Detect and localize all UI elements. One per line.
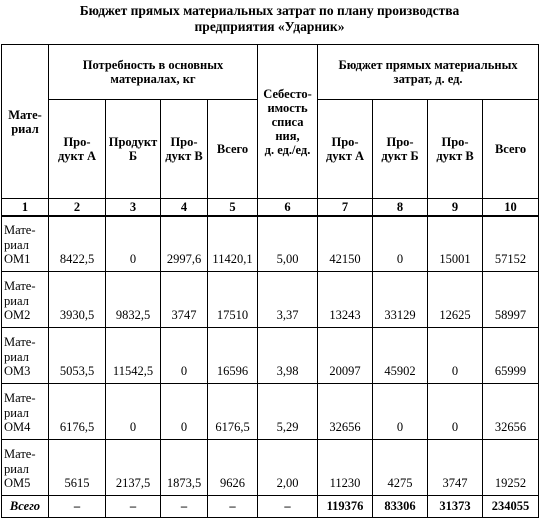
total-cell: – [208, 495, 258, 517]
table-cell: 58997 [483, 271, 539, 327]
col-number: 8 [373, 199, 428, 216]
total-cell: – [161, 495, 208, 517]
header-material: Мате- риал [2, 45, 49, 199]
table-cell: 8422,5 [49, 216, 106, 272]
header-sub-need-c: Про- дукт В [161, 99, 208, 198]
table-cell: 0 [106, 216, 161, 272]
row-label: Мате- риал ОМ4 [2, 383, 49, 439]
table-cell: 12625 [428, 271, 483, 327]
row-label: Мате- риал ОМ3 [2, 327, 49, 383]
table-cell: 17510 [208, 271, 258, 327]
table-cell: 0 [373, 216, 428, 272]
row-label: Мате- риал ОМ2 [2, 271, 49, 327]
table-row [2, 271, 539, 327]
column-number-row [2, 199, 539, 216]
header-sub-need-b: Продукт Б [106, 99, 161, 198]
header-budget-group: Бюджет прямых материальных затрат, д. ед. [318, 45, 539, 100]
table-cell: 15001 [428, 216, 483, 272]
table-cell: 0 [428, 383, 483, 439]
header-row-1 [2, 45, 539, 100]
total-label: Всего [2, 495, 49, 517]
table-row [2, 327, 539, 383]
table-cell: 32656 [318, 383, 373, 439]
col-number: 2 [49, 199, 106, 216]
col-number: 1 [2, 199, 49, 216]
total-cell: 234055 [483, 495, 539, 517]
document-title [0, 3, 539, 35]
table-cell: 2137,5 [106, 439, 161, 495]
table-cell: 13243 [318, 271, 373, 327]
table-cell: 6176,5 [49, 383, 106, 439]
table-cell: 0 [161, 327, 208, 383]
header-sub-need-a: Про- дукт А [49, 99, 106, 198]
total-cell: 83306 [373, 495, 428, 517]
table-cell: 19252 [483, 439, 539, 495]
col-number: 10 [483, 199, 539, 216]
header-cost: Себесто- имость списа ния, д. ед./ед. [258, 45, 318, 199]
total-cell: 31373 [428, 495, 483, 517]
header-sub-budget-b: Про- дукт Б [373, 99, 428, 198]
table-cell: 3930,5 [49, 271, 106, 327]
row-label: Мате- риал ОМ5 [2, 439, 49, 495]
table-cell: 32656 [483, 383, 539, 439]
total-cell: 119376 [318, 495, 373, 517]
table-cell: 5,00 [258, 216, 318, 272]
table-cell: 0 [428, 327, 483, 383]
table-cell: 0 [161, 383, 208, 439]
table-cell: 57152 [483, 216, 539, 272]
table-cell: 9832,5 [106, 271, 161, 327]
table-cell: 2,00 [258, 439, 318, 495]
table-cell: 2997,6 [161, 216, 208, 272]
table-cell: 4275 [373, 439, 428, 495]
col-number: 4 [161, 199, 208, 216]
header-sub-budget-total: Всего [483, 99, 539, 198]
col-number: 3 [106, 199, 161, 216]
col-number: 7 [318, 199, 373, 216]
title-line-1: Бюджет прямых материальных затрат по плану производства [79, 3, 460, 18]
table-cell: 3747 [428, 439, 483, 495]
total-row [2, 495, 539, 517]
table-cell: 1873,5 [161, 439, 208, 495]
table-cell: 20097 [318, 327, 373, 383]
header-sub-need-total: Всего [208, 99, 258, 198]
table-cell: 0 [106, 383, 161, 439]
col-number: 5 [208, 199, 258, 216]
table-cell: 65999 [483, 327, 539, 383]
table-cell: 3,37 [258, 271, 318, 327]
table-cell: 6176,5 [208, 383, 258, 439]
table-row [2, 439, 539, 495]
table-cell: 45902 [373, 327, 428, 383]
total-cell: – [258, 495, 318, 517]
table-cell: 11230 [318, 439, 373, 495]
table-cell: 11542,5 [106, 327, 161, 383]
table-cell: 9626 [208, 439, 258, 495]
col-number: 9 [428, 199, 483, 216]
table-row [2, 383, 539, 439]
header-sub-budget-a: Про- дукт А [318, 99, 373, 198]
budget-table [1, 44, 539, 518]
data-rows [2, 216, 539, 496]
table-cell: 11420,1 [208, 216, 258, 272]
table-cell: 33129 [373, 271, 428, 327]
table-cell: 3747 [161, 271, 208, 327]
table-cell: 5053,5 [49, 327, 106, 383]
table-cell: 16596 [208, 327, 258, 383]
total-cell: – [106, 495, 161, 517]
table-cell: 5615 [49, 439, 106, 495]
title-line-2: предприятия «Ударник» [194, 19, 345, 34]
table-cell: 42150 [318, 216, 373, 272]
total-cell: – [49, 495, 106, 517]
table-cell: 5,29 [258, 383, 318, 439]
table-cell: 0 [373, 383, 428, 439]
col-number: 6 [258, 199, 318, 216]
row-label: Мате- риал ОМ1 [2, 216, 49, 272]
table-row [2, 216, 539, 272]
header-need-group: Потребность в основных материалах, кг [49, 45, 258, 100]
table-cell: 3,98 [258, 327, 318, 383]
header-sub-budget-c: Про- дукт В [428, 99, 483, 198]
